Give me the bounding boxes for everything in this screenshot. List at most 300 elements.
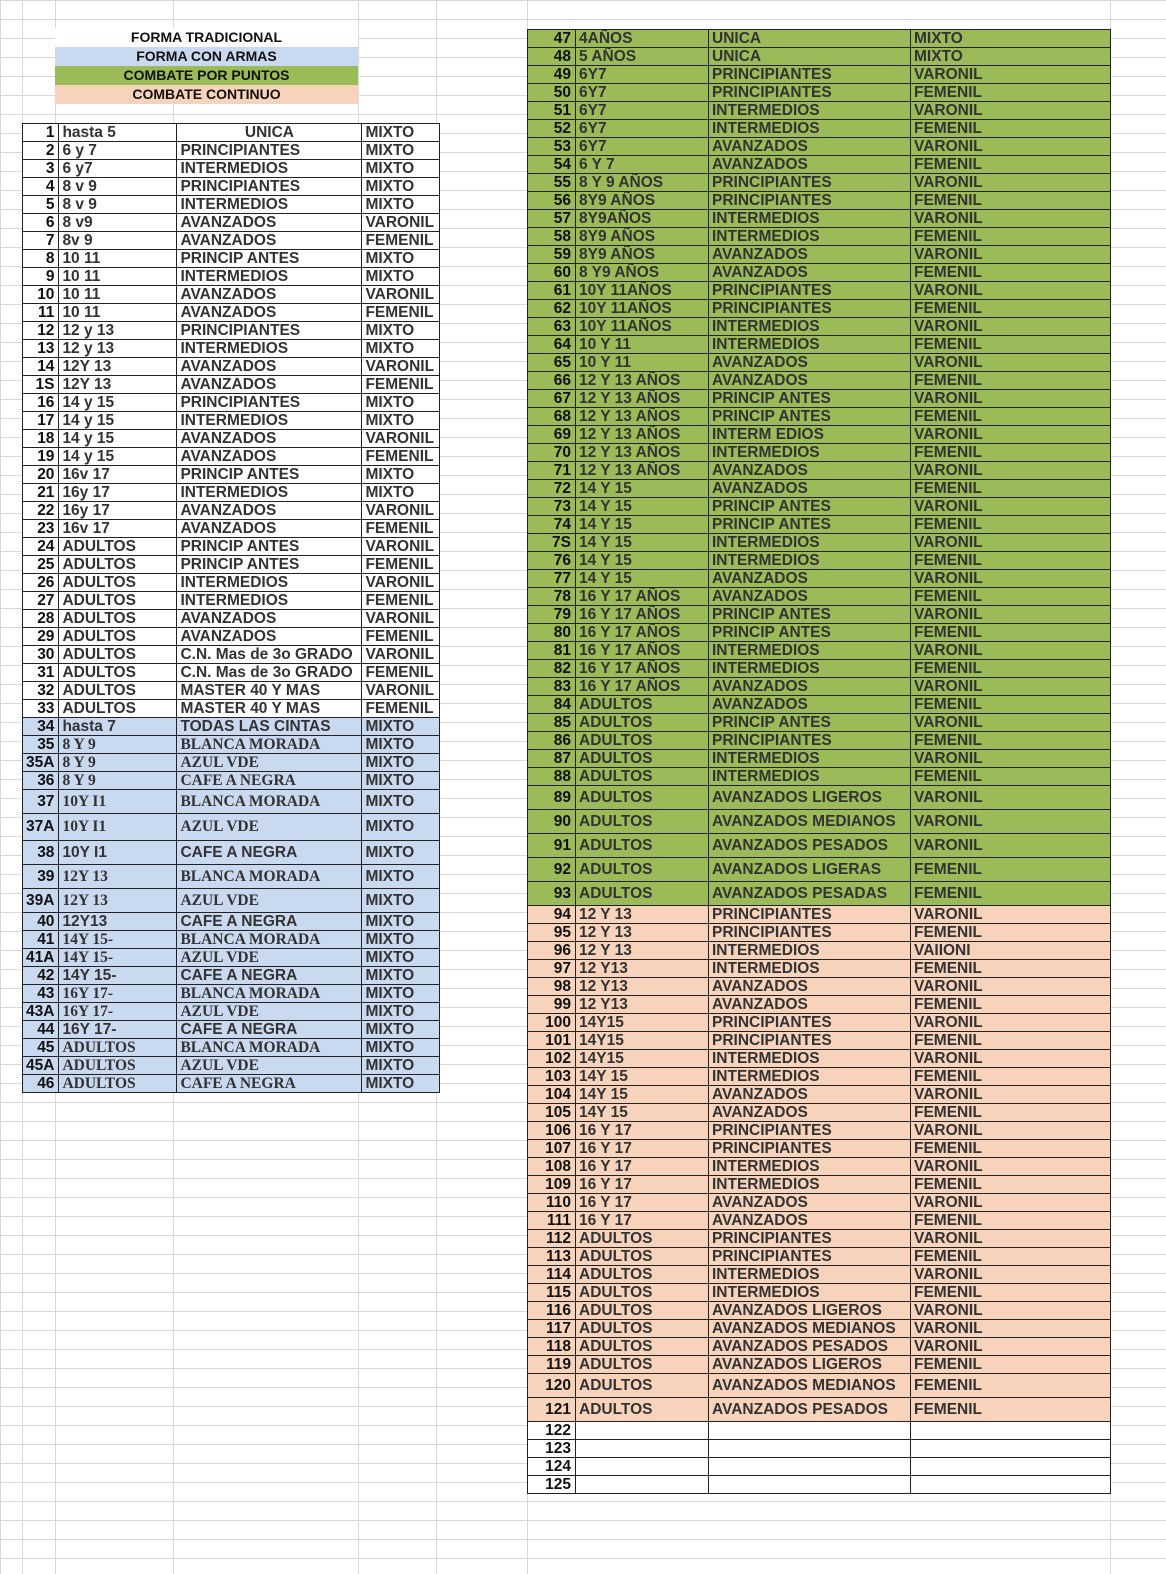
gender-cell[interactable]: VARONIL bbox=[911, 1302, 1111, 1320]
level-cell[interactable]: INTERMEDIOS bbox=[709, 1284, 911, 1302]
level-cell[interactable]: AVANZADOS bbox=[709, 1086, 911, 1104]
category-number-cell[interactable]: 89 bbox=[528, 786, 576, 810]
age-cell[interactable]: 12Y 13 bbox=[59, 358, 177, 376]
gender-cell[interactable]: VAIIONI bbox=[911, 942, 1111, 960]
age-cell[interactable]: ADULTOS bbox=[59, 664, 177, 682]
age-cell[interactable]: 16 Y 17 bbox=[576, 1194, 709, 1212]
gender-cell[interactable]: MIXTO bbox=[362, 1003, 440, 1021]
gender-cell[interactable]: MIXTO bbox=[362, 841, 440, 865]
category-number-cell[interactable]: 43 bbox=[23, 985, 59, 1003]
level-cell[interactable]: INTERMEDIOS bbox=[177, 160, 362, 178]
level-cell[interactable]: AVANZADOS bbox=[709, 1212, 911, 1230]
level-cell[interactable]: PRINCIPIANTES bbox=[709, 1032, 911, 1050]
gender-cell[interactable]: FEMENIL bbox=[911, 552, 1111, 570]
age-cell[interactable]: 16 Y 17 bbox=[576, 1122, 709, 1140]
level-cell[interactable]: INTERMEDIOS bbox=[709, 1050, 911, 1068]
category-number-cell[interactable]: 71 bbox=[528, 462, 576, 480]
category-number-cell[interactable]: 17 bbox=[23, 412, 59, 430]
age-cell[interactable]: ADULTOS bbox=[576, 1398, 709, 1422]
age-cell[interactable]: 8v 9 bbox=[59, 232, 177, 250]
category-number-cell[interactable]: 54 bbox=[528, 156, 576, 174]
age-cell[interactable]: ADULTOS bbox=[59, 556, 177, 574]
gender-cell[interactable]: FEMENIL bbox=[911, 1374, 1111, 1398]
gender-cell[interactable]: MIXTO bbox=[362, 889, 440, 913]
age-cell[interactable]: 10 11 bbox=[59, 250, 177, 268]
age-cell[interactable]: 10Y I1 bbox=[59, 790, 177, 814]
age-cell[interactable]: ADULTOS bbox=[576, 882, 709, 906]
age-cell[interactable]: ADULTOS bbox=[576, 834, 709, 858]
age-cell[interactable]: 16 Y 17 bbox=[576, 1158, 709, 1176]
age-cell[interactable]: ADULTOS bbox=[59, 700, 177, 718]
age-cell[interactable]: 6Y7 bbox=[576, 120, 709, 138]
age-cell[interactable]: 14 Y 15 bbox=[576, 480, 709, 498]
gender-cell[interactable]: MIXTO bbox=[362, 484, 440, 502]
gender-cell[interactable]: VARONIL bbox=[911, 810, 1111, 834]
category-number-cell[interactable]: 35A bbox=[23, 754, 59, 772]
age-cell[interactable]: 6Y7 bbox=[576, 66, 709, 84]
category-number-cell[interactable]: 78 bbox=[528, 588, 576, 606]
category-number-cell[interactable]: 18 bbox=[23, 430, 59, 448]
category-number-cell[interactable]: 88 bbox=[528, 768, 576, 786]
category-number-cell[interactable]: 20 bbox=[23, 466, 59, 484]
category-number-cell[interactable]: 115 bbox=[528, 1284, 576, 1302]
age-cell[interactable]: 12 Y13 bbox=[576, 960, 709, 978]
gender-cell[interactable]: VARONIL bbox=[911, 210, 1111, 228]
category-number-cell[interactable]: 1 bbox=[23, 124, 59, 142]
gender-cell[interactable]: FEMENIL bbox=[362, 232, 440, 250]
gender-cell[interactable]: VARONIL bbox=[911, 354, 1111, 372]
level-cell[interactable]: INTERMEDIOS bbox=[709, 960, 911, 978]
level-cell[interactable]: C.N. Mas de 3o GRADO bbox=[177, 664, 362, 682]
category-number-cell[interactable]: 45A bbox=[23, 1057, 59, 1075]
gender-cell[interactable]: FEMENIL bbox=[911, 1068, 1111, 1086]
category-number-cell[interactable]: 25 bbox=[23, 556, 59, 574]
category-number-cell[interactable]: 118 bbox=[528, 1338, 576, 1356]
gender-cell[interactable]: VARONIL bbox=[911, 1338, 1111, 1356]
level-cell[interactable]: AVANZADOS LIGEROS bbox=[709, 786, 911, 810]
category-number-cell[interactable]: 4 bbox=[23, 178, 59, 196]
age-cell[interactable]: 8 v9 bbox=[59, 214, 177, 232]
category-number-cell[interactable]: 117 bbox=[528, 1320, 576, 1338]
gender-cell[interactable]: VARONIL bbox=[911, 714, 1111, 732]
gender-cell[interactable]: FEMENIL bbox=[911, 882, 1111, 906]
level-cell[interactable]: AVANZADOS bbox=[177, 430, 362, 448]
category-number-cell[interactable]: 22 bbox=[23, 502, 59, 520]
category-number-cell[interactable]: 122 bbox=[528, 1422, 576, 1440]
level-cell[interactable]: PRINCIPIANTES bbox=[709, 1014, 911, 1032]
category-number-cell[interactable]: 58 bbox=[528, 228, 576, 246]
level-cell[interactable]: INTERMEDIOS bbox=[177, 592, 362, 610]
category-number-cell[interactable]: 42 bbox=[23, 967, 59, 985]
category-number-cell[interactable]: 57 bbox=[528, 210, 576, 228]
gender-cell[interactable]: VARONIL bbox=[911, 498, 1111, 516]
level-cell[interactable]: AVANZADOS bbox=[177, 358, 362, 376]
category-number-cell[interactable]: 79 bbox=[528, 606, 576, 624]
level-cell[interactable]: AVANZADOS bbox=[709, 156, 911, 174]
gender-cell[interactable]: VARONIL bbox=[911, 1122, 1111, 1140]
category-number-cell[interactable]: 7 bbox=[23, 232, 59, 250]
level-cell[interactable]: PRINCIPIANTES bbox=[709, 924, 911, 942]
category-number-cell[interactable]: 66 bbox=[528, 372, 576, 390]
category-number-cell[interactable]: 123 bbox=[528, 1440, 576, 1458]
level-cell[interactable]: UNICA bbox=[177, 124, 362, 142]
age-cell[interactable]: ADULTOS bbox=[576, 750, 709, 768]
category-number-cell[interactable]: 86 bbox=[528, 732, 576, 750]
category-number-cell[interactable]: 105 bbox=[528, 1104, 576, 1122]
level-cell[interactable]: PRINCIPIANTES bbox=[709, 174, 911, 192]
category-number-cell[interactable]: 37A bbox=[23, 814, 59, 841]
gender-cell[interactable]: VARONIL bbox=[911, 1266, 1111, 1284]
age-cell[interactable]: 16 Y 17 AÑOS bbox=[576, 678, 709, 696]
age-cell[interactable]: 8 v 9 bbox=[59, 178, 177, 196]
category-number-cell[interactable]: 60 bbox=[528, 264, 576, 282]
gender-cell[interactable]: FEMENIL bbox=[911, 84, 1111, 102]
gender-cell[interactable]: FEMENIL bbox=[911, 228, 1111, 246]
age-cell[interactable]: ADULTOS bbox=[576, 1266, 709, 1284]
age-cell[interactable]: 5 AÑOS bbox=[576, 48, 709, 66]
gender-cell[interactable]: MIXTO bbox=[362, 394, 440, 412]
level-cell[interactable]: AVANZADOS LIGERAS bbox=[709, 858, 911, 882]
level-cell[interactable]: AVANZADOS bbox=[177, 628, 362, 646]
level-cell[interactable]: INTERMEDIOS bbox=[177, 340, 362, 358]
age-cell[interactable]: 16y 17 bbox=[59, 484, 177, 502]
level-cell[interactable]: AVANZADOS bbox=[177, 214, 362, 232]
gender-cell[interactable]: FEMENIL bbox=[362, 592, 440, 610]
level-cell[interactable]: CAFE A NEGRA bbox=[177, 841, 362, 865]
gender-cell[interactable]: VARONIL bbox=[911, 66, 1111, 84]
age-cell[interactable]: 14 Y 15 bbox=[576, 552, 709, 570]
level-cell[interactable]: AVANZADOS bbox=[177, 286, 362, 304]
age-cell[interactable]: ADULTOS bbox=[576, 1302, 709, 1320]
category-number-cell[interactable]: 98 bbox=[528, 978, 576, 996]
gender-cell[interactable]: FEMENIL bbox=[911, 1398, 1111, 1422]
gender-cell[interactable]: VARONIL bbox=[911, 1230, 1111, 1248]
gender-cell[interactable]: FEMENIL bbox=[362, 376, 440, 394]
level-cell[interactable]: PRINCIP ANTES bbox=[177, 538, 362, 556]
gender-cell[interactable]: FEMENIL bbox=[911, 408, 1111, 426]
level-cell[interactable]: AZUL VDE bbox=[177, 889, 362, 913]
category-number-cell[interactable]: 121 bbox=[528, 1398, 576, 1422]
level-cell[interactable]: BLANCA MORADA bbox=[177, 736, 362, 754]
category-number-cell[interactable]: 40 bbox=[23, 913, 59, 931]
age-cell[interactable]: ADULTOS bbox=[576, 786, 709, 810]
level-cell[interactable]: AZUL VDE bbox=[177, 1057, 362, 1075]
gender-cell[interactable]: VARONIL bbox=[911, 606, 1111, 624]
age-cell[interactable]: 12 Y 13 AÑOS bbox=[576, 390, 709, 408]
age-cell[interactable]: 14Y 15 bbox=[576, 1068, 709, 1086]
gender-cell[interactable]: MIXTO bbox=[362, 1057, 440, 1075]
age-cell[interactable]: ADULTOS bbox=[59, 538, 177, 556]
level-cell[interactable]: PRINCIPIANTES bbox=[709, 84, 911, 102]
level-cell[interactable]: PRINCIPIANTES bbox=[709, 1122, 911, 1140]
category-number-cell[interactable]: 59 bbox=[528, 246, 576, 264]
gender-cell[interactable]: VARONIL bbox=[362, 682, 440, 700]
gender-cell[interactable]: MIXTO bbox=[362, 466, 440, 484]
category-number-cell[interactable]: 1S bbox=[23, 376, 59, 394]
age-cell[interactable]: 12 Y 13 AÑOS bbox=[576, 462, 709, 480]
category-number-cell[interactable]: 97 bbox=[528, 960, 576, 978]
category-number-cell[interactable]: 53 bbox=[528, 138, 576, 156]
gender-cell[interactable] bbox=[911, 1422, 1111, 1440]
gender-cell[interactable]: VARONIL bbox=[362, 430, 440, 448]
level-cell[interactable]: AVANZADOS bbox=[709, 996, 911, 1014]
category-number-cell[interactable]: 51 bbox=[528, 102, 576, 120]
age-cell[interactable]: 12 Y 13 AÑOS bbox=[576, 426, 709, 444]
category-number-cell[interactable]: 21 bbox=[23, 484, 59, 502]
gender-cell[interactable]: FEMENIL bbox=[911, 300, 1111, 318]
age-cell[interactable]: 12Y 13 bbox=[59, 865, 177, 889]
level-cell[interactable]: PRINCIP ANTES bbox=[709, 516, 911, 534]
category-number-cell[interactable]: 92 bbox=[528, 858, 576, 882]
level-cell[interactable]: PRINCIPIANTES bbox=[709, 906, 911, 924]
level-cell[interactable]: PRINCIP ANTES bbox=[709, 498, 911, 516]
gender-cell[interactable]: FEMENIL bbox=[911, 1176, 1111, 1194]
age-cell[interactable]: 12 Y 13 bbox=[576, 906, 709, 924]
level-cell[interactable]: INTERMEDIOS bbox=[709, 942, 911, 960]
level-cell[interactable]: PRINCIP ANTES bbox=[177, 250, 362, 268]
level-cell[interactable]: PRINCIPIANTES bbox=[709, 282, 911, 300]
category-number-cell[interactable]: 32 bbox=[23, 682, 59, 700]
age-cell[interactable]: 10 11 bbox=[59, 286, 177, 304]
age-cell[interactable]: 8 Y 9 bbox=[59, 736, 177, 754]
category-number-cell[interactable]: 84 bbox=[528, 696, 576, 714]
age-cell[interactable]: 6 Y 7 bbox=[576, 156, 709, 174]
category-number-cell[interactable]: 112 bbox=[528, 1230, 576, 1248]
level-cell[interactable]: AVANZADOS bbox=[709, 264, 911, 282]
age-cell[interactable]: ADULTOS bbox=[59, 682, 177, 700]
category-number-cell[interactable]: 77 bbox=[528, 570, 576, 588]
age-cell[interactable]: ADULTOS bbox=[576, 1356, 709, 1374]
gender-cell[interactable]: VARONIL bbox=[911, 978, 1111, 996]
gender-cell[interactable]: FEMENIL bbox=[911, 444, 1111, 462]
level-cell[interactable]: INTERMEDIOS bbox=[709, 102, 911, 120]
level-cell[interactable]: AVANZADOS LIGEROS bbox=[709, 1356, 911, 1374]
age-cell[interactable]: 14Y15 bbox=[576, 1050, 709, 1068]
age-cell[interactable]: 12 Y 13 AÑOS bbox=[576, 408, 709, 426]
age-cell[interactable]: 16 Y 17 AÑOS bbox=[576, 642, 709, 660]
gender-cell[interactable]: MIXTO bbox=[362, 178, 440, 196]
age-cell[interactable]: ADULTOS bbox=[59, 592, 177, 610]
age-cell[interactable]: 14Y 15- bbox=[59, 967, 177, 985]
category-number-cell[interactable]: 93 bbox=[528, 882, 576, 906]
gender-cell[interactable]: FEMENIL bbox=[911, 996, 1111, 1014]
category-number-cell[interactable]: 2 bbox=[23, 142, 59, 160]
gender-cell[interactable]: VARONIL bbox=[911, 750, 1111, 768]
level-cell[interactable]: PRINCIP ANTES bbox=[709, 606, 911, 624]
gender-cell[interactable]: VARONIL bbox=[362, 502, 440, 520]
gender-cell[interactable]: VARONIL bbox=[911, 426, 1111, 444]
gender-cell[interactable]: VARONIL bbox=[911, 282, 1111, 300]
gender-cell[interactable]: VARONIL bbox=[362, 214, 440, 232]
level-cell[interactable]: INTERMEDIOS bbox=[709, 336, 911, 354]
level-cell[interactable]: UNICA bbox=[709, 48, 911, 66]
age-cell[interactable]: 8 Y 9 AÑOS bbox=[576, 174, 709, 192]
gender-cell[interactable]: FEMENIL bbox=[911, 516, 1111, 534]
age-cell[interactable]: 8Y9 AÑOS bbox=[576, 228, 709, 246]
gender-cell[interactable]: VARONIL bbox=[911, 462, 1111, 480]
level-cell[interactable]: BLANCA MORADA bbox=[177, 1039, 362, 1057]
gender-cell[interactable]: FEMENIL bbox=[911, 696, 1111, 714]
gender-cell[interactable]: VARONIL bbox=[911, 318, 1111, 336]
gender-cell[interactable]: MIXTO bbox=[362, 718, 440, 736]
gender-cell[interactable]: MIXTO bbox=[362, 913, 440, 931]
gender-cell[interactable]: MIXTO bbox=[362, 268, 440, 286]
category-number-cell[interactable]: 37 bbox=[23, 790, 59, 814]
gender-cell[interactable]: MIXTO bbox=[362, 1021, 440, 1039]
gender-cell[interactable]: FEMENIL bbox=[911, 1356, 1111, 1374]
category-number-cell[interactable]: 74 bbox=[528, 516, 576, 534]
level-cell[interactable]: AVANZADOS bbox=[709, 372, 911, 390]
category-number-cell[interactable]: 114 bbox=[528, 1266, 576, 1284]
gender-cell[interactable]: MIXTO bbox=[362, 124, 440, 142]
level-cell[interactable]: PRINCIP ANTES bbox=[709, 408, 911, 426]
age-cell[interactable]: 6 y7 bbox=[59, 160, 177, 178]
age-cell[interactable]: 14 Y 15 bbox=[576, 498, 709, 516]
level-cell[interactable]: INTERMEDIOS bbox=[709, 768, 911, 786]
level-cell[interactable]: INTERMEDIOS bbox=[709, 318, 911, 336]
gender-cell[interactable]: VARONIL bbox=[911, 786, 1111, 810]
age-cell[interactable]: ADULTOS bbox=[59, 628, 177, 646]
category-number-cell[interactable]: 9 bbox=[23, 268, 59, 286]
category-number-cell[interactable]: 31 bbox=[23, 664, 59, 682]
age-cell[interactable]: ADULTOS bbox=[576, 1338, 709, 1356]
age-cell[interactable]: 10Y I1 bbox=[59, 841, 177, 865]
age-cell[interactable]: 8Y9 AÑOS bbox=[576, 192, 709, 210]
gender-cell[interactable]: VARONIL bbox=[911, 390, 1111, 408]
gender-cell[interactable]: MIXTO bbox=[362, 790, 440, 814]
level-cell[interactable]: AVANZADOS bbox=[709, 678, 911, 696]
category-number-cell[interactable]: 110 bbox=[528, 1194, 576, 1212]
age-cell[interactable]: 8 Y 9 bbox=[59, 772, 177, 790]
gender-cell[interactable]: MIXTO bbox=[911, 30, 1111, 48]
level-cell[interactable]: PRINCIPIANTES bbox=[709, 192, 911, 210]
level-cell[interactable]: INTERMEDIOS bbox=[709, 120, 911, 138]
level-cell[interactable]: INTERMEDIOS bbox=[709, 534, 911, 552]
age-cell[interactable]: 12 Y 13 AÑOS bbox=[576, 372, 709, 390]
gender-cell[interactable]: FEMENIL bbox=[911, 1104, 1111, 1122]
category-number-cell[interactable]: 14 bbox=[23, 358, 59, 376]
gender-cell[interactable]: VARONIL bbox=[911, 642, 1111, 660]
gender-cell[interactable]: MIXTO bbox=[362, 250, 440, 268]
level-cell[interactable]: BLANCA MORADA bbox=[177, 931, 362, 949]
level-cell[interactable]: AZUL VDE bbox=[177, 949, 362, 967]
category-number-cell[interactable]: 45 bbox=[23, 1039, 59, 1057]
gender-cell[interactable]: FEMENIL bbox=[362, 448, 440, 466]
gender-cell[interactable]: VARONIL bbox=[911, 1320, 1111, 1338]
category-number-cell[interactable]: 8 bbox=[23, 250, 59, 268]
age-cell[interactable]: 12 Y 13 bbox=[576, 924, 709, 942]
gender-cell[interactable]: MIXTO bbox=[362, 196, 440, 214]
level-cell[interactable]: BLANCA MORADA bbox=[177, 865, 362, 889]
level-cell[interactable]: AZUL VDE bbox=[177, 1003, 362, 1021]
age-cell[interactable]: 16Y 17- bbox=[59, 1003, 177, 1021]
age-cell[interactable]: 16Y 17- bbox=[59, 1021, 177, 1039]
category-number-cell[interactable]: 36 bbox=[23, 772, 59, 790]
level-cell[interactable]: AVANZADOS bbox=[177, 502, 362, 520]
age-cell[interactable]: 16 Y 17 AÑOS bbox=[576, 660, 709, 678]
gender-cell[interactable]: MIXTO bbox=[362, 736, 440, 754]
level-cell[interactable]: AVANZADOS bbox=[177, 376, 362, 394]
category-number-cell[interactable]: 16 bbox=[23, 394, 59, 412]
gender-cell[interactable]: FEMENIL bbox=[911, 1212, 1111, 1230]
level-cell[interactable]: BLANCA MORADA bbox=[177, 790, 362, 814]
category-number-cell[interactable]: 39 bbox=[23, 865, 59, 889]
category-number-cell[interactable]: 27 bbox=[23, 592, 59, 610]
gender-cell[interactable]: FEMENIL bbox=[911, 1140, 1111, 1158]
gender-cell[interactable]: FEMENIL bbox=[362, 664, 440, 682]
level-cell[interactable]: AVANZADOS bbox=[709, 1104, 911, 1122]
gender-cell[interactable]: VARONIL bbox=[362, 646, 440, 664]
gender-cell[interactable]: FEMENIL bbox=[911, 264, 1111, 282]
gender-cell[interactable]: FEMENIL bbox=[911, 858, 1111, 882]
gender-cell[interactable]: MIXTO bbox=[362, 949, 440, 967]
level-cell[interactable]: CAFE A NEGRA bbox=[177, 967, 362, 985]
gender-cell[interactable]: FEMENIL bbox=[911, 1032, 1111, 1050]
level-cell[interactable]: AZUL VDE bbox=[177, 754, 362, 772]
gender-cell[interactable] bbox=[911, 1440, 1111, 1458]
age-cell[interactable]: ADULTOS bbox=[576, 1248, 709, 1266]
level-cell[interactable]: AVANZADOS bbox=[709, 480, 911, 498]
gender-cell[interactable]: VARONIL bbox=[911, 534, 1111, 552]
age-cell[interactable]: 12Y 13 bbox=[59, 889, 177, 913]
category-number-cell[interactable]: 104 bbox=[528, 1086, 576, 1104]
gender-cell[interactable]: MIXTO bbox=[911, 48, 1111, 66]
category-number-cell[interactable]: 99 bbox=[528, 996, 576, 1014]
age-cell[interactable]: 14 Y 15 bbox=[576, 534, 709, 552]
gender-cell[interactable]: VARONIL bbox=[911, 102, 1111, 120]
category-number-cell[interactable]: 69 bbox=[528, 426, 576, 444]
gender-cell[interactable]: MIXTO bbox=[362, 160, 440, 178]
level-cell[interactable]: INTERMEDIOS bbox=[709, 552, 911, 570]
level-cell[interactable]: INTERMEDIOS bbox=[177, 412, 362, 430]
gender-cell[interactable]: FEMENIL bbox=[911, 588, 1111, 606]
age-cell[interactable]: 16 Y 17 bbox=[576, 1140, 709, 1158]
level-cell[interactable]: INTERMEDIOS bbox=[177, 574, 362, 592]
level-cell[interactable]: AVANZADOS bbox=[709, 978, 911, 996]
level-cell[interactable]: INTERMEDIOS bbox=[177, 268, 362, 286]
age-cell[interactable]: 8Y9 AÑOS bbox=[576, 246, 709, 264]
age-cell[interactable]: ADULTOS bbox=[59, 1075, 177, 1093]
age-cell[interactable]: 14Y 15- bbox=[59, 949, 177, 967]
category-number-cell[interactable]: 11 bbox=[23, 304, 59, 322]
category-number-cell[interactable]: 91 bbox=[528, 834, 576, 858]
level-cell[interactable]: AVANZADOS bbox=[709, 696, 911, 714]
category-number-cell[interactable]: 10 bbox=[23, 286, 59, 304]
category-number-cell[interactable]: 3 bbox=[23, 160, 59, 178]
gender-cell[interactable]: FEMENIL bbox=[362, 556, 440, 574]
gender-cell[interactable]: MIXTO bbox=[362, 814, 440, 841]
category-number-cell[interactable]: 26 bbox=[23, 574, 59, 592]
gender-cell[interactable]: VARONIL bbox=[911, 138, 1111, 156]
category-number-cell[interactable]: 12 bbox=[23, 322, 59, 340]
age-cell[interactable]: 14 Y 15 bbox=[576, 570, 709, 588]
age-cell[interactable]: 16 Y 17 bbox=[576, 1176, 709, 1194]
level-cell[interactable]: INTERMEDIOS bbox=[709, 444, 911, 462]
age-cell[interactable]: 14Y15 bbox=[576, 1014, 709, 1032]
age-cell[interactable]: hasta 5 bbox=[59, 124, 177, 142]
level-cell[interactable]: AVANZADOS bbox=[709, 462, 911, 480]
age-cell[interactable]: 10 11 bbox=[59, 304, 177, 322]
gender-cell[interactable]: MIXTO bbox=[362, 865, 440, 889]
level-cell[interactable]: INTERMEDIOS bbox=[709, 642, 911, 660]
level-cell[interactable]: AVANZADOS bbox=[709, 570, 911, 588]
age-cell[interactable]: ADULTOS bbox=[576, 1230, 709, 1248]
age-cell[interactable]: 10Y 11AÑOS bbox=[576, 318, 709, 336]
age-cell[interactable]: 8 Y 9 bbox=[59, 754, 177, 772]
category-number-cell[interactable]: 62 bbox=[528, 300, 576, 318]
level-cell[interactable]: PRINCIPIANTES bbox=[177, 178, 362, 196]
level-cell[interactable]: PRINCIPIANTES bbox=[177, 322, 362, 340]
